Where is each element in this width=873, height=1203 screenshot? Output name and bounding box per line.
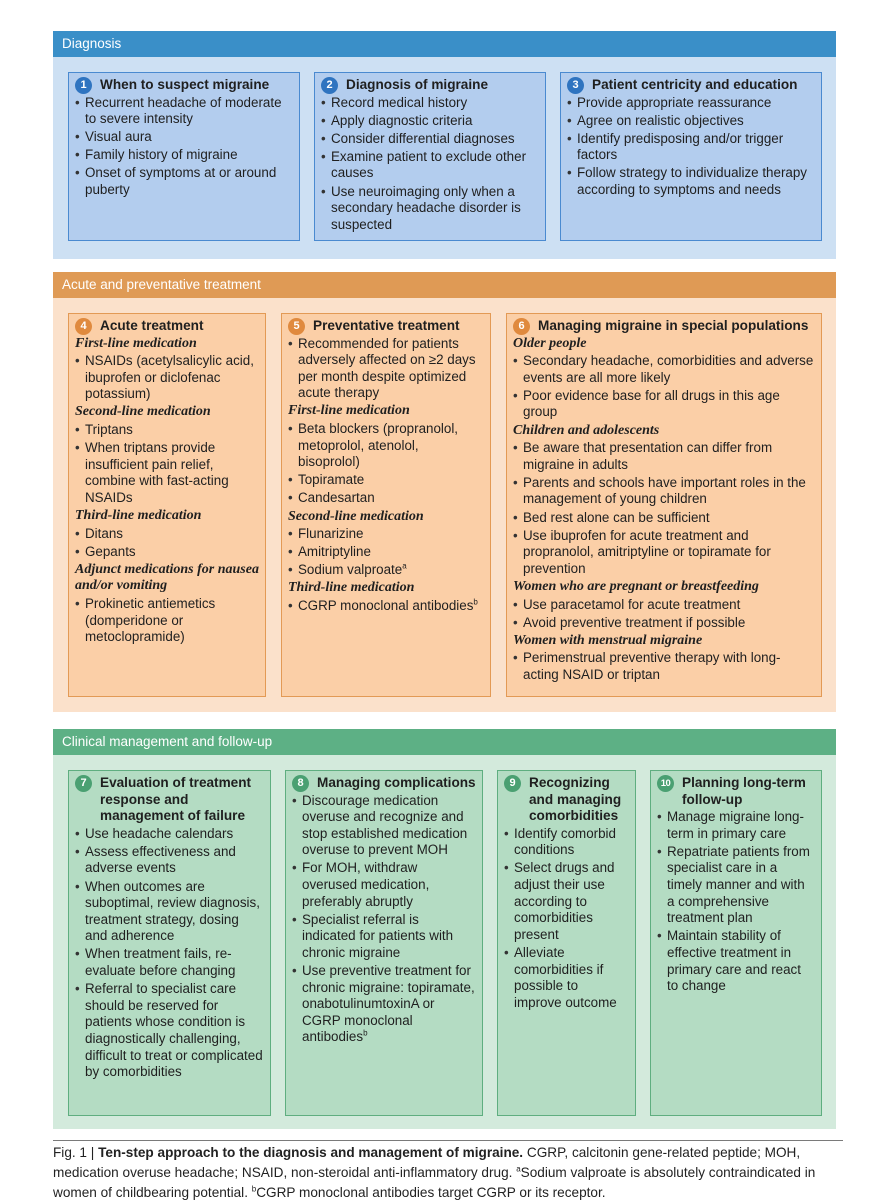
card-title: 7 Evaluation of treatment response and management of failure (75, 775, 264, 825)
followup-section (53, 729, 836, 1129)
card-managing-complications (285, 770, 483, 1116)
list-item: • Record medical history (321, 95, 539, 112)
list-item: • Ditans (75, 526, 259, 543)
bullet-list (75, 353, 259, 403)
step-number-badge: 1 (75, 77, 92, 94)
diagnosis-section-body (53, 57, 836, 259)
bullet-list (513, 353, 815, 421)
list-item: • CGRP monoclonal antibodies$^b$ (288, 598, 484, 615)
list-item: • Perimenstrual preventive therapy with long-acting NSAID or triptan (513, 650, 815, 683)
figure-caption (53, 1140, 843, 1203)
list-item: • Prokinetic antiemetics (domperidone or metoclopramide) (75, 596, 259, 646)
diagnosis-section-title: Diagnosis (53, 31, 836, 57)
subheading: Adjunct medications for nausea and/or vomiting (75, 561, 259, 594)
bullet-list (513, 597, 815, 632)
list-item: • Triptans (75, 422, 259, 439)
caption-text: CGRP monoclonal antibodies target CGRP or its receptor. (256, 1185, 606, 1200)
list-item: • Discourage medication overuse and recognize and stop established medication overuse to prevent MOH (292, 793, 476, 859)
list-item: • Maintain stability of effective treatment in primary care and react to change (657, 928, 815, 994)
card-recognizing-comorbidities (497, 770, 636, 1116)
list-item: • Poor evidence base for all drugs in this age group (513, 388, 815, 421)
bullet-list (657, 809, 815, 995)
treatment-section (53, 272, 836, 712)
list-item: • Provide appropriate reassurance (567, 95, 815, 112)
subheading: Children and adolescents (513, 422, 660, 438)
step-number-badge: 6 (513, 318, 530, 335)
bullet-list (288, 598, 484, 615)
bullet-list (288, 526, 484, 579)
card-diagnosis-of-migraine (314, 72, 546, 241)
card-title: 2 Diagnosis of migraine (321, 77, 539, 94)
bullet-list (75, 596, 259, 646)
card-when-to-suspect (68, 72, 300, 241)
step-number-badge: 5 (288, 318, 305, 335)
card-special-populations (506, 313, 822, 697)
list-item: • Candesartan (288, 490, 484, 507)
list-item: • Manage migraine long-term in primary care (657, 809, 815, 842)
list-item: • Consider differential diagnoses (321, 131, 539, 148)
bullet-list (504, 826, 629, 1012)
list-item: • Identify predisposing and/or trigger factors (567, 131, 815, 164)
caption-text: Sodium valproate is absolutely contraindicated in women of childbearing potential. (53, 1165, 816, 1200)
list-item: • Select drugs and adjust their use according to comorbidities present (504, 860, 629, 943)
list-item: • Amitriptyline (288, 544, 484, 561)
list-item: • Use headache calendars (75, 826, 264, 843)
list-item: • Assess effectiveness and adverse events (75, 844, 264, 877)
step-number-badge: 3 (567, 77, 584, 94)
subheading: Second-line medication (75, 404, 211, 420)
list-item: • Use paracetamol for acute treatment (513, 597, 815, 614)
bullet-list (75, 826, 264, 1081)
treatment-section-title: Acute and preventative treatment (53, 272, 836, 298)
step-number-badge: 7 (75, 775, 92, 792)
list-item: • Alleviate comorbidities if possible to improve outcome (504, 945, 629, 1011)
list-item: • Avoid preventive treatment if possible (513, 615, 815, 632)
step-number-badge: 4 (75, 318, 92, 335)
footnote-mark-a: a (516, 1164, 521, 1174)
subheading: Second-line medication (288, 508, 424, 524)
followup-section-title: Clinical management and follow-up (53, 729, 836, 755)
bullet-list (288, 336, 484, 402)
card-patient-centricity (560, 72, 822, 241)
list-item: • Sodium valproate$^a$ (288, 562, 484, 579)
card-title: 3 Patient centricity and education (567, 77, 815, 94)
list-item: • Parents and schools have important roles in the management of young children (513, 475, 815, 508)
card-title: 6 Managing migraine in special populations (513, 318, 815, 335)
card-title: 1 When to suspect migraine (75, 77, 293, 94)
followup-section-body (53, 755, 836, 1129)
footnote-mark-b: b (363, 1028, 368, 1038)
subheading: Older people (513, 335, 587, 351)
bullet-list (513, 650, 815, 683)
list-item: • For MOH, withdraw overused medication, preferably abruptly (292, 860, 476, 910)
list-item: • Onset of symptoms at or around puberty (75, 165, 293, 198)
card-long-term-follow-up (650, 770, 822, 1116)
list-item: • When outcomes are suboptimal, review diagnosis, treatment strategy, dosing and adherence (75, 879, 264, 945)
list-item: • Apply diagnostic criteria (321, 113, 539, 130)
list-item: • Use neuroimaging only when a secondary headache disorder is suspected (321, 184, 539, 234)
list-item: • Bed rest alone can be sufficient (513, 510, 815, 527)
card-acute-treatment (68, 313, 266, 697)
card-title: 10 Planning long-term follow-up (657, 775, 815, 808)
card-title: 9 Recognizing and managing comorbidities (504, 775, 629, 825)
list-item: • Use ibuprofen for acute treatment and propranolol, amitriptyline or topiramate for prevention (513, 528, 815, 578)
list-item: • Be aware that presentation can differ from migraine in adults (513, 440, 815, 473)
list-item: • Identify comorbid conditions (504, 826, 629, 859)
step-number-badge: 9 (504, 775, 521, 792)
list-item: • When treatment fails, re-evaluate before changing (75, 946, 264, 979)
footnote-mark-a: a (402, 561, 407, 571)
subheading: Women who are pregnant or breastfeeding (513, 578, 759, 594)
card-title: 8 Managing complications (292, 775, 476, 792)
subheading: Third-line medication (288, 580, 415, 596)
step-number-badge: 8 (292, 775, 309, 792)
list-item: • Visual aura (75, 129, 293, 146)
list-item: • Follow strategy to individualize therapy according to symptoms and needs (567, 165, 815, 198)
footnote-mark-b: b (251, 1184, 257, 1194)
treatment-section-body (53, 298, 836, 712)
caption-title: Ten-step approach to the diagnosis and management of migraine. (98, 1145, 524, 1160)
step-number-badge: 10 (657, 775, 674, 792)
list-item: • Topiramate (288, 472, 484, 489)
card-evaluation-of-response (68, 770, 271, 1116)
bullet-list (513, 440, 815, 577)
bullet-list (292, 793, 476, 1046)
list-item: • Secondary headache, comorbidities and adverse events are all more likely (513, 353, 815, 386)
list-item: • Specialist referral is indicated for patients with chronic migraine (292, 912, 476, 962)
list-item: • Gepants (75, 544, 259, 561)
footnote-mark-b: b (473, 597, 478, 607)
bullet-list (567, 95, 815, 199)
step-number-badge: 2 (321, 77, 338, 94)
bullet-list (321, 95, 539, 234)
subheading: First-line medication (288, 403, 410, 419)
subheading: Third-line medication (75, 508, 202, 524)
list-item: • Recurrent headache of moderate to severe intensity (75, 95, 293, 128)
list-item: • Examine patient to exclude other causes (321, 149, 539, 182)
list-item: • Repatriate patients from specialist care in a timely manner and with a comprehensive treatment plan (657, 844, 815, 927)
list-item: • Family history of migraine (75, 147, 293, 164)
caption-label: Fig. 1 | (53, 1145, 99, 1160)
caption-text: CGRP, calcitonin gene-related peptide; MOH, medication overuse headache; NSAID, non-steroidal anti-inflammatory drug. (53, 1145, 801, 1180)
card-title: 5 Preventative treatment (288, 318, 484, 335)
card-title: 4 Acute treatment (75, 318, 259, 335)
list-item: • Agree on realistic objectives (567, 113, 815, 130)
subheading: Women with menstrual migraine (513, 632, 703, 648)
list-item: • Flunarizine (288, 526, 484, 543)
list-item: • NSAIDs (acetylsalicylic acid, ibuprofen or diclofenac potassium) (75, 353, 259, 403)
bullet-list (75, 422, 259, 506)
list-item: • Beta blockers (propranolol, metoprolol, atenolol, bisoprolol) (288, 421, 484, 471)
list-item: • When triptans provide insufficient pain relief, combine with fast-acting NSAIDs (75, 440, 259, 506)
card-preventative-treatment (281, 313, 491, 697)
list-item: • Recommended for patients adversely affected on ≥2 days per month despite optimized acute therapy (288, 336, 484, 402)
subheading: First-line medication (75, 335, 197, 351)
bullet-list (75, 95, 293, 199)
diagnosis-section (53, 31, 836, 259)
list-item: • Referral to specialist care should be reserved for patients whose condition is diagnostically challenging, difficult to treat or complicated by comorbidities (75, 981, 264, 1081)
bullet-list (75, 526, 259, 561)
list-item: • Use preventive treatment for chronic migraine: topiramate, onabotulinumtoxinA or CGRP monoclonal antibodies$^b$ (292, 963, 476, 1046)
bullet-list (288, 421, 484, 507)
